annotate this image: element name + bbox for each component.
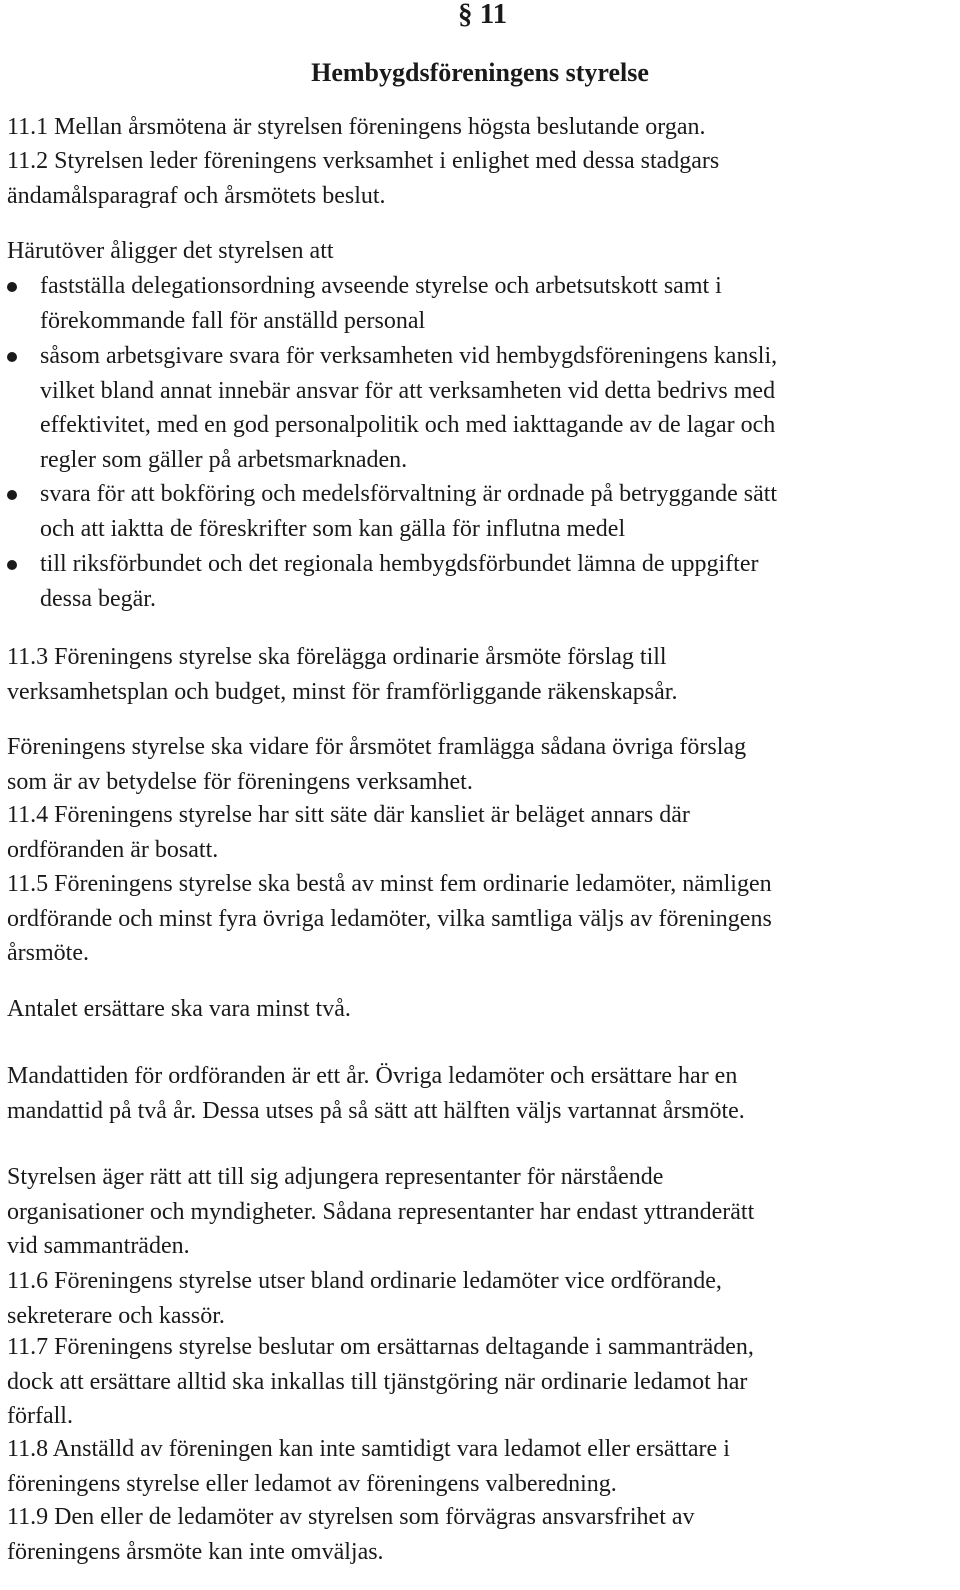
list-item-line: såsom arbetsgivare svara för verksamheten vid hembygdsföreningens kansli, — [40, 343, 778, 369]
paragraph-line: Föreningens styrelse ska vidare för årsmötet framlägga sådana övriga förslag — [7, 734, 747, 760]
paragraph-line: sekreterare och kassör. — [7, 1302, 225, 1329]
paragraph-line: ordförande och minst fyra övriga ledamöter, vilka samtliga väljs av föreningens — [7, 905, 772, 932]
paragraph-ersattare — [7, 992, 952, 1027]
paragraph-line: 11.1 Mellan årsmötena är styrelsen föreningens högsta beslutande organ. — [7, 114, 706, 140]
paragraph-mandattid — [7, 1059, 952, 1128]
paragraph-line: 11.3 Föreningens styrelse ska förelägga ordinarie årsmöte förslag till — [7, 644, 667, 670]
list-item-line: dessa begär. — [40, 585, 156, 612]
paragraph-line: föreningens årsmöte kan inte omväljas. — [7, 1538, 384, 1565]
paragraph-11-1 — [7, 110, 952, 145]
paragraph-11-8 — [7, 1432, 952, 1501]
list-item-line: vilket bland annat innebär ansvar för att verksamheten vid detta bedrivs med — [40, 377, 776, 404]
paragraph-11-4 — [7, 798, 952, 867]
bullet-icon — [7, 490, 17, 500]
paragraph-line: 11.7 Föreningens styrelse beslutar om ersättarnas deltagande i sammanträden, — [7, 1334, 754, 1360]
bullet-icon — [7, 282, 17, 292]
paragraph-line: ordföranden är bosatt. — [7, 836, 219, 863]
paragraph-line: 11.2 Styrelsen leder föreningens verksamhet i enlighet med dessa stadgars — [7, 148, 720, 174]
list-item-line: regler som gäller på arbetsmarknaden. — [40, 446, 408, 473]
paragraph-line: som är av betydelse för föreningens verksamhet. — [7, 768, 473, 795]
section-number: § 11 — [458, 0, 508, 30]
paragraph-line: verksamhetsplan och budget, minst för framförliggande räkenskapsår. — [7, 678, 678, 705]
list-item-line: förekommande fall för anställd personal — [40, 307, 426, 334]
paragraph-line: årsmöte. — [7, 940, 89, 967]
paragraph-line: mandattid på två år. Dessa utses på så sätt att hälften väljs vartannat årsmöte. — [7, 1097, 745, 1124]
paragraph-vidare — [7, 730, 952, 799]
paragraph-line: 11.6 Föreningens styrelse utser bland ordinarie ledamöter vice ordförande, — [7, 1268, 722, 1294]
paragraph-11-9 — [7, 1500, 952, 1569]
bullet-icon — [7, 560, 17, 570]
paragraph-adjungera — [7, 1160, 952, 1264]
paragraph-line: 11.4 Föreningens styrelse har sitt säte där kansliet är beläget annars där — [7, 802, 690, 828]
list-item-line: till riksförbundet och det regionala hembygdsförbundet lämna de uppgifter — [40, 551, 759, 577]
paragraph-line: Styrelsen äger rätt att till sig adjungera representanter för närstående — [7, 1164, 664, 1190]
list-item-line: svara för att bokföring och medelsförvaltning är ordnade på betryggande sätt — [40, 481, 778, 507]
paragraph-line: Antalet ersättare ska vara minst två. — [7, 996, 351, 1022]
paragraph-line: vid sammanträden. — [7, 1233, 190, 1260]
paragraph-line: föreningens styrelse eller ledamot av föreningens valberedning. — [7, 1470, 617, 1497]
list-item-line: och att iaktta de föreskrifter som kan gälla för influtna medel — [40, 515, 626, 542]
paragraph-line: Härutöver åligger det styrelsen att — [7, 238, 334, 264]
paragraph-11-6 — [7, 1264, 952, 1333]
paragraph-line: 11.5 Föreningens styrelse ska bestå av minst fem ordinarie ledamöter, nämligen — [7, 871, 772, 897]
paragraph-line: förfall. — [7, 1403, 73, 1430]
paragraph-line: 11.9 Den eller de ledamöter av styrelsen som förvägras ansvarsfrihet av — [7, 1504, 695, 1530]
paragraph-line: dock att ersättare alltid ska inkallas till tjänstgöring när ordinarie ledamot har — [7, 1368, 748, 1395]
paragraph-line: 11.8 Anställd av föreningen kan inte samtidigt vara ledamot eller ersättare i — [7, 1436, 730, 1462]
bullet-icon — [7, 352, 17, 362]
paragraph-line: Mandattiden för ordföranden är ett år. Övriga ledamöter och ersättare har en — [7, 1063, 738, 1089]
list-item-line: effektivitet, med en god personalpolitik och med iakttagande av de lagar och — [40, 412, 776, 439]
paragraph-11-2 — [7, 144, 952, 213]
paragraph-intro — [7, 234, 952, 269]
list-item-line: fastställa delegationsordning avseende styrelse och arbetsutskott samt i — [40, 273, 722, 299]
paragraph-11-7 — [7, 1330, 952, 1434]
paragraph-line: ändamålsparagraf och årsmötets beslut. — [7, 182, 386, 209]
paragraph-line: organisationer och myndigheter. Sådana representanter har endast yttranderätt — [7, 1198, 755, 1225]
section-title: Hembygdsföreningens styrelse — [311, 58, 649, 87]
paragraph-11-3 — [7, 640, 952, 709]
paragraph-11-5 — [7, 867, 952, 971]
